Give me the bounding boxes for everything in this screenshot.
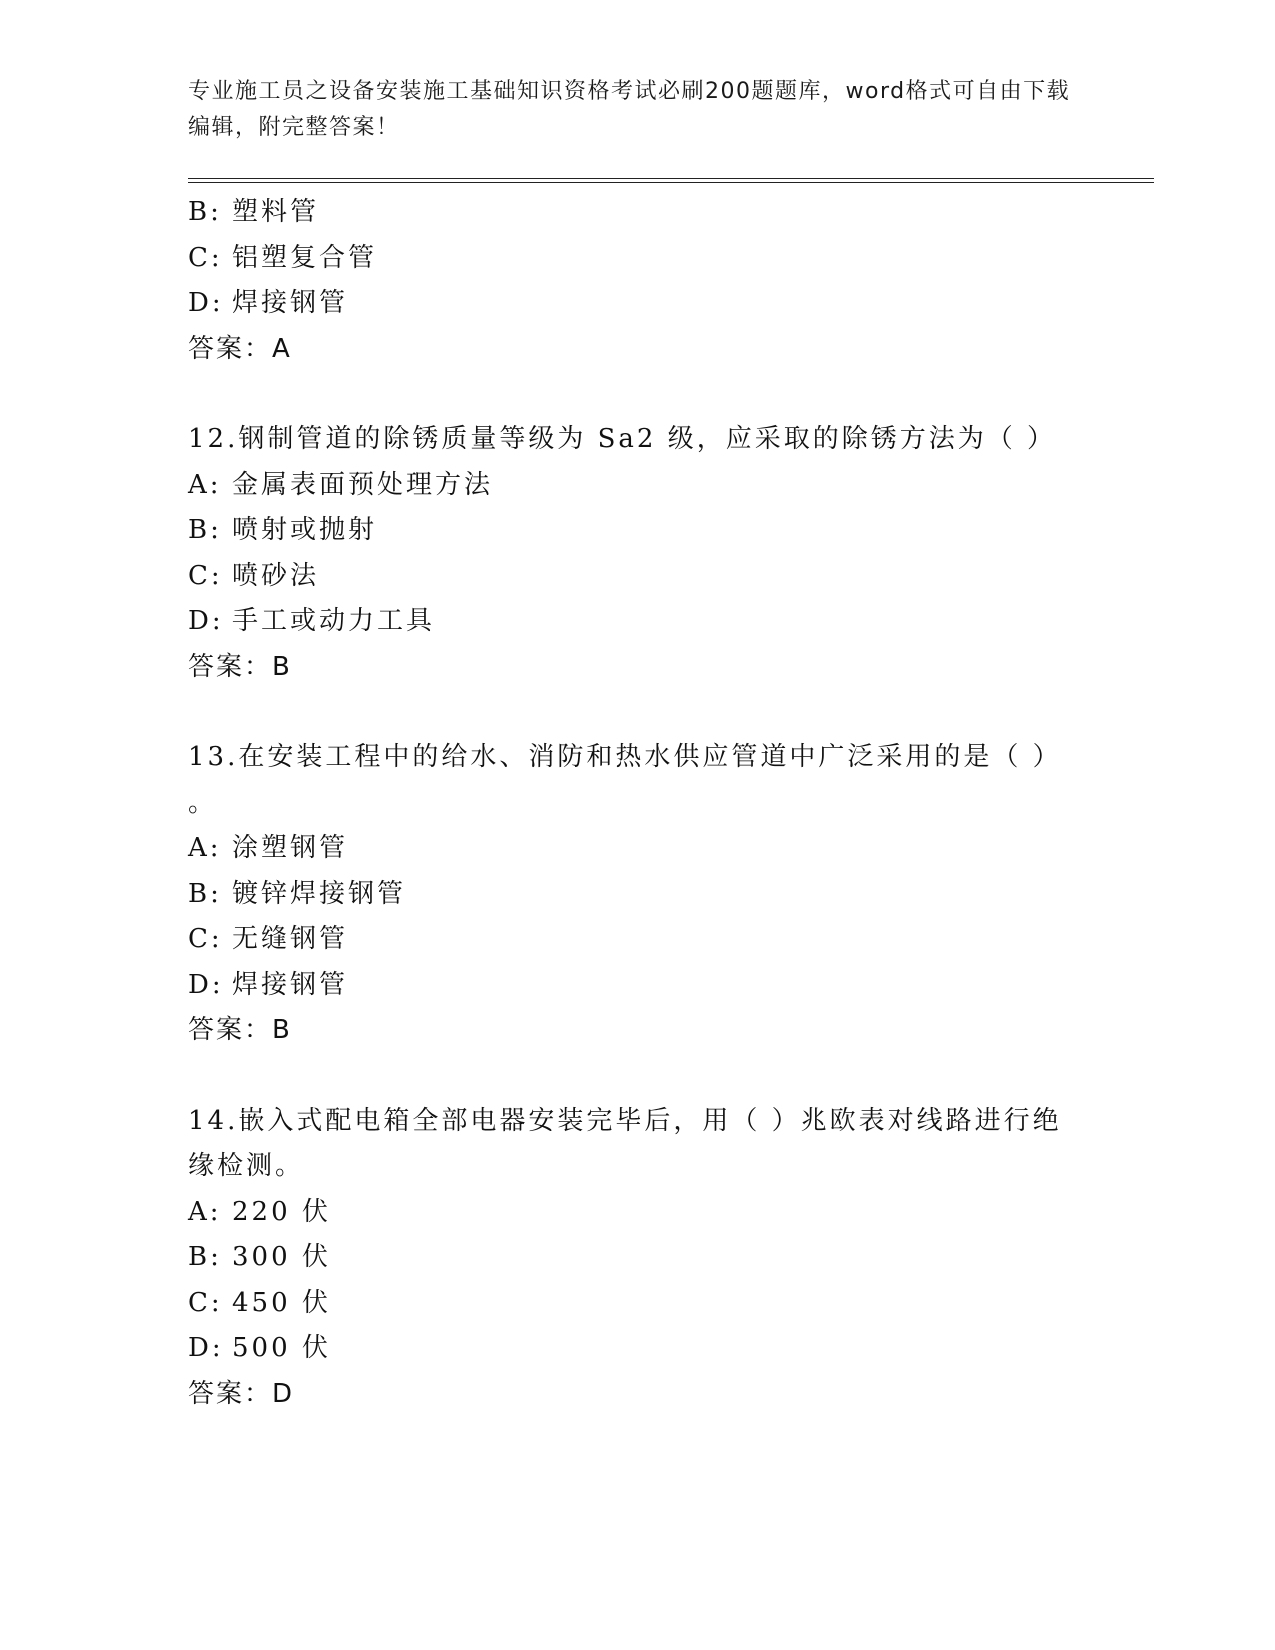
option-b: B: 喷射或抛射 <box>188 515 378 545</box>
question-block-12 <box>188 417 1068 690</box>
option-d: D: 手工或动力工具 <box>188 606 436 636</box>
option-c: C: 无缝钢管 <box>188 924 349 954</box>
option-c: C: 450 伏 <box>188 1287 331 1318</box>
option-a: A: 涂塑钢管 <box>188 833 349 863</box>
question-list <box>188 190 1068 1417</box>
option-a: A: 金属表面预处理方法 <box>188 469 494 500</box>
answer-text: 答案：B <box>188 651 292 682</box>
question-stem-continuation: 。 <box>188 787 218 818</box>
option-d: D: 焊接钢管 <box>188 288 349 318</box>
option-b: B: 镀锌焊接钢管 <box>188 878 407 909</box>
question-stem: 12.钢制管道的除锈质量等级为 Sa2 级，应采取的除锈方法为（ ） <box>188 424 1056 454</box>
option-b: B: 塑料管 <box>188 197 320 227</box>
option-a: A: 220 伏 <box>188 1196 331 1227</box>
question-block-13 <box>188 735 1068 1054</box>
question-stem-continuation: 缘检测。 <box>188 1151 305 1181</box>
answer-text: 答案：D <box>188 1378 295 1409</box>
answer-text: 答案：A <box>188 333 292 364</box>
option-b: B: 300 伏 <box>188 1242 331 1272</box>
question-block-11 <box>188 190 1068 372</box>
header-divider <box>188 178 1154 183</box>
document-header <box>188 74 1078 146</box>
question-block-14 <box>188 1099 1068 1418</box>
question-stem: 13.在安装工程中的给水、消防和热水供应管道中广泛采用的是（ ） <box>188 742 1062 772</box>
header-title: 专业施工员之设备安装施工基础知识资格考试必刷200题题库，word格式可自由下载编辑，附完整答案！ <box>188 79 1071 140</box>
option-d: D: 500 伏 <box>188 1333 331 1363</box>
option-d: D: 焊接钢管 <box>188 969 349 1000</box>
answer-text: 答案：B <box>188 1015 292 1045</box>
option-c: C: 铝塑复合管 <box>188 242 378 273</box>
question-stem: 14.嵌入式配电箱全部电器安装完毕后，用（ ）兆欧表对线路进行绝 <box>188 1105 1062 1136</box>
option-c: C: 喷砂法 <box>188 560 320 591</box>
